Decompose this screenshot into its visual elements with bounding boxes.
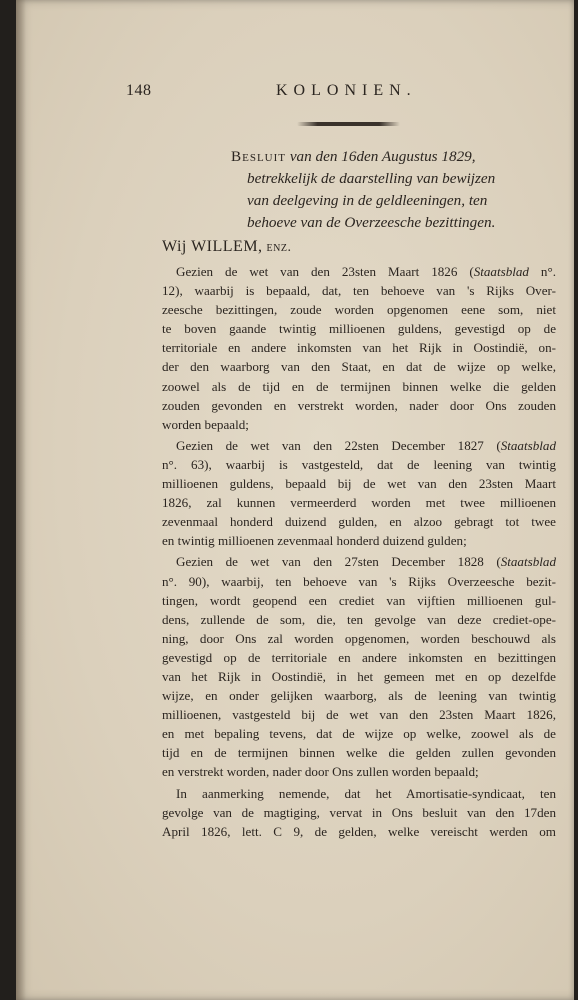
text-line: territoriale en andere inkomsten van het Rijk in Oostindië, on- (162, 340, 556, 356)
paragraph (162, 262, 556, 434)
paragraph (162, 436, 556, 551)
text-line: Gezien de wet van den 23sten Maart 1826 (Staatsblad n°. (176, 264, 556, 279)
text-line: zeesche bezittingen, zoude worden opgenomen eene som, niet (162, 302, 556, 318)
text-line: n°. 63), waarbij is vastgesteld, dat de leening van twintig (162, 456, 556, 472)
running-title: KOLONIEN. (276, 82, 417, 99)
decree-title (231, 146, 556, 234)
text-line: dens, zullende de som, die, ten gevolge van deze crediet-ope- (162, 611, 556, 627)
title-line: Besluit van den 16den Augustus 1829, (231, 148, 476, 165)
text-line: 1826, zal kunnen vermeerderd worden met twee millioenen (162, 495, 556, 511)
paragraph (162, 784, 556, 841)
binding-gutter (16, 0, 26, 1000)
text-line: 12), waarbij is bepaald, dat, ten behoeve van 's Rijks Over- (162, 283, 556, 299)
paragraph (162, 552, 556, 781)
text-line: worden bepaald; (162, 416, 249, 432)
text-line: April 1826, lett. C 9, de gelden, welke vereischt werden om (162, 823, 556, 839)
ornamental-rule (297, 122, 400, 126)
page-header (126, 82, 446, 106)
text-line: millioenen, vastgesteld bij de wet van den 23sten Maart 1826, (162, 707, 556, 723)
text-line: Gezien de wet van den 22sten December 1827 (Staatsblad (176, 437, 556, 453)
text-line: In aanmerking nemende, dat het Amortisatie-syndicaat, ten (176, 785, 556, 801)
text-line: tingen, wordt geopend een crediet van vijftien millioenen gul- (162, 592, 556, 608)
title-line: behoeve van de Overzeesche bezittingen. (247, 214, 496, 231)
document-page (16, 0, 574, 1000)
text-line: van het Rijk in Oostindië, in het gemeen met en op dezelfde (162, 668, 556, 684)
salutation-suffix: enz. (262, 240, 292, 255)
text-line: en met bepaling tevens, dat de wijze op welke, zoowel als de (162, 726, 556, 742)
text-line: der den waarborg van den Staat, en dat de wijze op welke, (162, 359, 556, 375)
salutation (162, 238, 292, 256)
text-line: Gezien de wet van den 27sten December 1828 (Staatsblad (176, 554, 556, 570)
title-line: betrekkelijk de daarstelling van bewijzen (247, 170, 496, 187)
text-line: tijd en de termijnen binnen welke die gelden zullen gevonden (162, 745, 556, 761)
text-line: gevolge van de magtiging, vervat in Ons besluit van den 17den (162, 804, 556, 820)
salutation-name: Wij WILLEM, (162, 238, 263, 255)
text-line: gevestigd op de territoriale en andere inkomsten en bezittingen (162, 649, 556, 665)
text-line: en twintig millioenen zevenmaal honderd duizend gulden; (162, 533, 467, 549)
text-line: millioenen guldens, bepaald bij de wet van den 23sten Maart (162, 476, 556, 492)
text-line: n°. 90), waarbij, ten behoeve van 's Rijks Overzeesche bezit- (162, 573, 556, 589)
body-text (162, 262, 556, 843)
text-line: te boven gaande twintig millioenen guldens, gevestigd op de (162, 321, 556, 337)
text-line: zevenmaal honderd duizend gulden, en alzoo gebragt tot twee (162, 514, 556, 530)
text-line: en verstrekt worden, nader door Ons zullen worden bepaald; (162, 764, 479, 780)
text-line: zouden gevonden en verstrekt worden, nader door Ons zouden (162, 397, 556, 413)
text-line: wijze, en onder gelijken waarborg, als de leening van twintig (162, 688, 556, 704)
title-line: van deelgeving in de geldleeningen, ten (247, 192, 488, 209)
text-line: zoowel als de tijd en de termijnen binnen welke die gelden (162, 378, 556, 394)
page-number: 148 (126, 82, 152, 99)
text-line: ning, door Ons zal worden opgenomen, worden beschouwd als (162, 630, 556, 646)
